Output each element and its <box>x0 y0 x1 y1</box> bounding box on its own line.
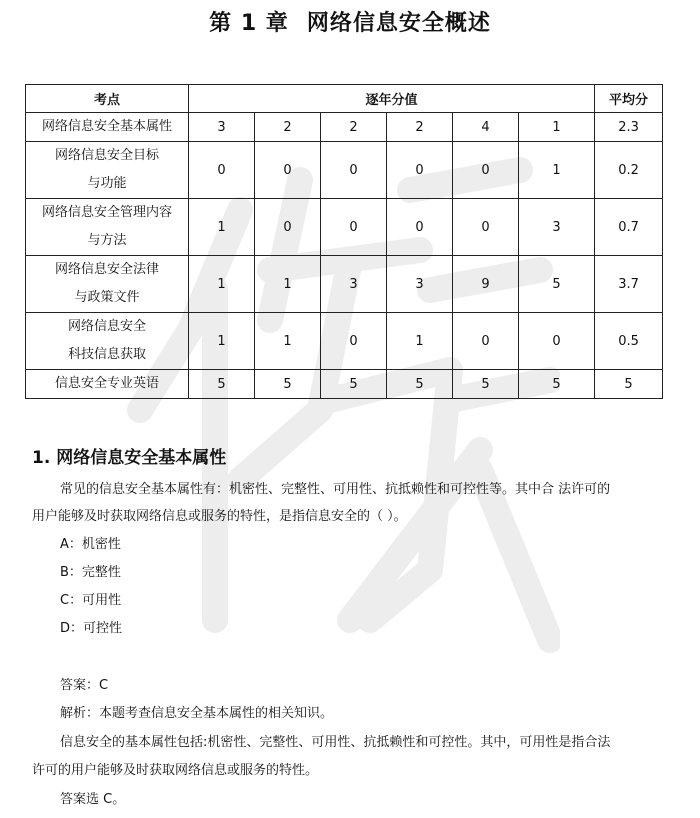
average-cell: 0.7 <box>595 199 663 256</box>
topic-line: 网络信息安全 <box>67 319 146 334</box>
score-cell: 5 <box>255 370 321 399</box>
option-c: C：可用性 <box>60 593 122 608</box>
table-row <box>26 142 663 199</box>
average-cell: 2.3 <box>595 113 663 142</box>
score-cell: 0 <box>453 199 519 256</box>
average-cell: 0.2 <box>595 142 663 199</box>
score-cell: 0 <box>321 313 387 370</box>
average-cell: 3.7 <box>595 256 663 313</box>
score-cell: 4 <box>453 113 519 142</box>
score-cell: 2 <box>255 113 321 142</box>
topic-cell <box>26 142 189 199</box>
score-cell: 1 <box>387 313 453 370</box>
table-row <box>26 199 663 256</box>
chapter-number: 第 1 章 <box>209 11 289 36</box>
chapter-name: 网络信息安全概述 <box>306 11 491 36</box>
option-d: D：可控性 <box>60 621 123 636</box>
option-b: B：完整性 <box>60 565 121 580</box>
topic-line: 网络信息安全法律 <box>54 262 159 277</box>
score-cell: 5 <box>387 370 453 399</box>
score-cell: 0 <box>255 199 321 256</box>
analysis-line: 解析：本题考查信息安全基本属性的相关知识。 <box>60 706 334 721</box>
score-cell: 1 <box>255 256 321 313</box>
table-header-row <box>26 85 663 113</box>
topic-line: 与功能 <box>87 176 127 191</box>
score-cell: 1 <box>189 256 255 313</box>
topic-line: 与方法 <box>87 233 127 248</box>
score-cell: 0 <box>453 142 519 199</box>
score-cell: 0 <box>321 142 387 199</box>
explanation-line-2: 许可的用户能够及时获取网络信息或服务的特性。 <box>32 763 319 778</box>
score-cell: 5 <box>321 370 387 399</box>
score-cell: 1 <box>255 313 321 370</box>
explanation-line-1: 信息安全的基本属性包括:机密性、完整性、可用性、抗抵赖性和可控性。其中，可用性是指合法 <box>60 735 611 750</box>
score-cell: 3 <box>321 256 387 313</box>
topic-cell <box>26 313 189 370</box>
score-cell: 1 <box>519 113 595 142</box>
score-cell: 0 <box>255 142 321 199</box>
score-cell: 0 <box>519 313 595 370</box>
score-cell: 5 <box>519 370 595 399</box>
table-row <box>26 113 663 142</box>
score-cell: 1 <box>519 142 595 199</box>
question-text-line-2: 用户能够及时获取网络信息或服务的特性，是指信息安全的（ ）。 <box>32 509 407 524</box>
section-heading: 1. 网络信息安全基本属性 <box>32 448 227 468</box>
option-a: A：机密性 <box>60 537 121 552</box>
score-cell: 5 <box>453 370 519 399</box>
score-cell: 9 <box>453 256 519 313</box>
question-text-line-1: 常见的信息安全基本属性有：机密性、完整性、可用性、抗抵赖性和可控性等。其中合 法许可的 <box>60 482 611 497</box>
average-cell: 5 <box>595 370 663 399</box>
header-average: 平均分 <box>595 85 663 113</box>
score-cell: 1 <box>189 199 255 256</box>
table-row <box>26 256 663 313</box>
score-cell: 0 <box>453 313 519 370</box>
score-cell: 3 <box>519 199 595 256</box>
topic-line: 信息安全专业英语 <box>54 376 159 391</box>
score-cell: 0 <box>387 199 453 256</box>
conclusion-line: 答案选 C。 <box>60 792 126 807</box>
score-cell: 3 <box>189 113 255 142</box>
score-cell: 1 <box>189 313 255 370</box>
answer-line: 答案：C <box>60 678 109 693</box>
score-cell: 3 <box>387 256 453 313</box>
score-cell: 5 <box>519 256 595 313</box>
topic-cell <box>26 256 189 313</box>
score-cell: 0 <box>189 142 255 199</box>
table-row <box>26 313 663 370</box>
score-cell: 0 <box>387 142 453 199</box>
average-cell: 0.5 <box>595 313 663 370</box>
topic-line: 科技信息获取 <box>67 347 146 362</box>
topic-line: 网络信息安全目标 <box>54 148 159 163</box>
topic-cell <box>26 370 189 399</box>
chapter-title <box>0 6 700 37</box>
score-cell: 2 <box>387 113 453 142</box>
table-row <box>26 370 663 399</box>
topic-line: 与政策文件 <box>74 290 140 305</box>
header-topic: 考点 <box>26 85 189 113</box>
topic-line: 网络信息安全基本属性 <box>41 119 172 134</box>
header-yearly: 逐年分值 <box>189 85 595 113</box>
score-cell: 5 <box>189 370 255 399</box>
score-cell: 2 <box>321 113 387 142</box>
topic-cell <box>26 113 189 142</box>
score-table <box>25 84 663 399</box>
topic-cell <box>26 199 189 256</box>
score-cell: 0 <box>321 199 387 256</box>
topic-line: 网络信息安全管理内容 <box>41 205 172 220</box>
